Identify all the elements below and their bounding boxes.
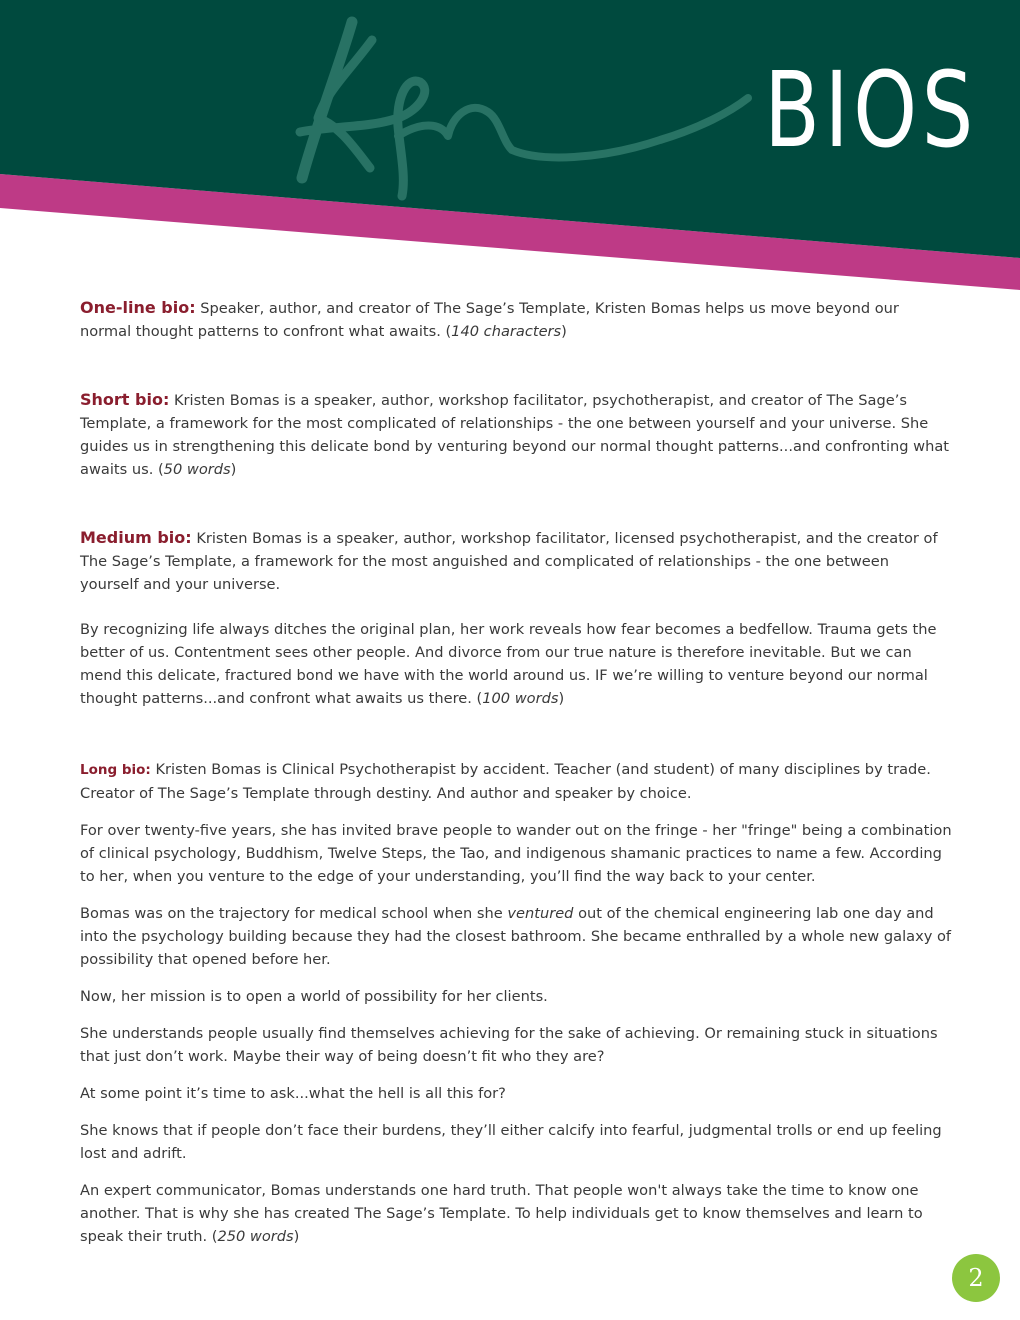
medium-bio xyxy=(80,526,952,596)
medium-bio-close: ) xyxy=(558,690,565,707)
short-bio-close: ) xyxy=(230,461,237,478)
page-title: BIOS xyxy=(764,49,978,171)
long-bio xyxy=(80,758,952,805)
long-bio-p3-b: out of the chemical engineering lab one day and into the psychology building because they had the closest bathroom. She became enthralled by a whole new galaxy of possibility that opened before her. xyxy=(80,905,952,968)
one-line-bio-text: Speaker, author, and creator of The Sage’s Template, Kristen Bomas helps us move beyond our normal thought patterns to confront what awaits. ( xyxy=(80,300,899,340)
medium-bio-p2: By recognizing life always ditches the original plan, her work reveals how fear becomes a bedfellow. Trauma gets the better of us. Contentment sees other people. And divorce from our true nature is therefore inevitable. But we can mend this delicate, fractured bond we have with the world around us. IF we’re willing to venture beyond our normal thought patterns...and confront what awaits us there. ( xyxy=(80,621,937,707)
medium-bio-label: Medium bio: xyxy=(80,528,192,547)
one-line-bio-label: One-line bio: xyxy=(80,298,196,317)
long-bio-p7: She knows that if people don’t face their burdens, they’ll either calcify into fearful, judgmental trolls or end up feeling lost and adrift. xyxy=(80,1122,942,1162)
long-bio-p3 xyxy=(80,902,952,971)
long-bio-p5: She understands people usually find themselves achieving for the sake of achieving. Or remaining stuck in situations that just don’t work. Maybe their way of being doesn’t fit who they are? xyxy=(80,1025,938,1065)
medium-bio-paragraph xyxy=(80,618,952,710)
page-number-badge: 2 xyxy=(952,1254,1000,1302)
long-bio-label: Long bio: xyxy=(80,762,151,778)
header-banner xyxy=(0,0,1020,300)
one-line-bio xyxy=(80,296,952,343)
long-bio-close: ) xyxy=(293,1228,300,1245)
one-line-bio-count: 140 characters xyxy=(451,323,562,340)
long-bio-p8-text: An expert communicator, Bomas understands one hard truth. That people won't always take the time to know one another. That is why she has created The Sage’s Template. To help individuals get to know themselves and learn to speak their truth. ( xyxy=(80,1182,923,1245)
long-bio-count: 250 words xyxy=(217,1228,294,1245)
long-bio-p4: Now, her mission is to open a world of possibility for her clients. xyxy=(80,988,548,1005)
long-bio-p6: At some point it’s time to ask...what the hell is all this for? xyxy=(80,1085,506,1102)
short-bio-label: Short bio: xyxy=(80,390,170,409)
long-bio-p3-em: ventured xyxy=(507,905,574,922)
medium-bio-text: Kristen Bomas is a speaker, author, workshop facilitator, licensed psychotherapist, and the creator of The Sage’s Template, a framework for the most anguished and complicated of relationships - the one between yourself and your universe. xyxy=(80,530,938,593)
long-bio-text: Kristen Bomas is Clinical Psychotherapist by accident. Teacher (and student) of many disciplines by trade. Creator of The Sage’s Template through destiny. And author and speaker by choice. xyxy=(80,761,931,802)
long-bio-p3-a: Bomas was on the trajectory for medical school when she xyxy=(80,905,508,922)
long-bio-p8 xyxy=(80,1179,952,1248)
bios-content xyxy=(80,296,952,1248)
one-line-bio-close: ) xyxy=(561,323,567,340)
short-bio-count: 50 words xyxy=(163,461,231,478)
short-bio-text: Kristen Bomas is a speaker, author, workshop facilitator, psychotherapist, and creator of The Sage’s Template, a framework for the most complicated of relationships - the one between yourself and your universe. She guides us in strengthening this delicate bond by venturing beyond our normal thought patterns...and confronting what awaits us. ( xyxy=(80,392,950,478)
short-bio xyxy=(80,388,952,481)
long-bio-p2: For over twenty-five years, she has invited brave people to wander out on the fringe - her "fringe" being a combination of clinical psychology, Buddhism, Twelve Steps, the Tao, and indigenous shamanic practices to name a few. According to her, when you venture to the edge of your understanding, you’ll find the way back to your center. xyxy=(80,822,952,885)
medium-bio-count: 100 words xyxy=(482,690,559,707)
